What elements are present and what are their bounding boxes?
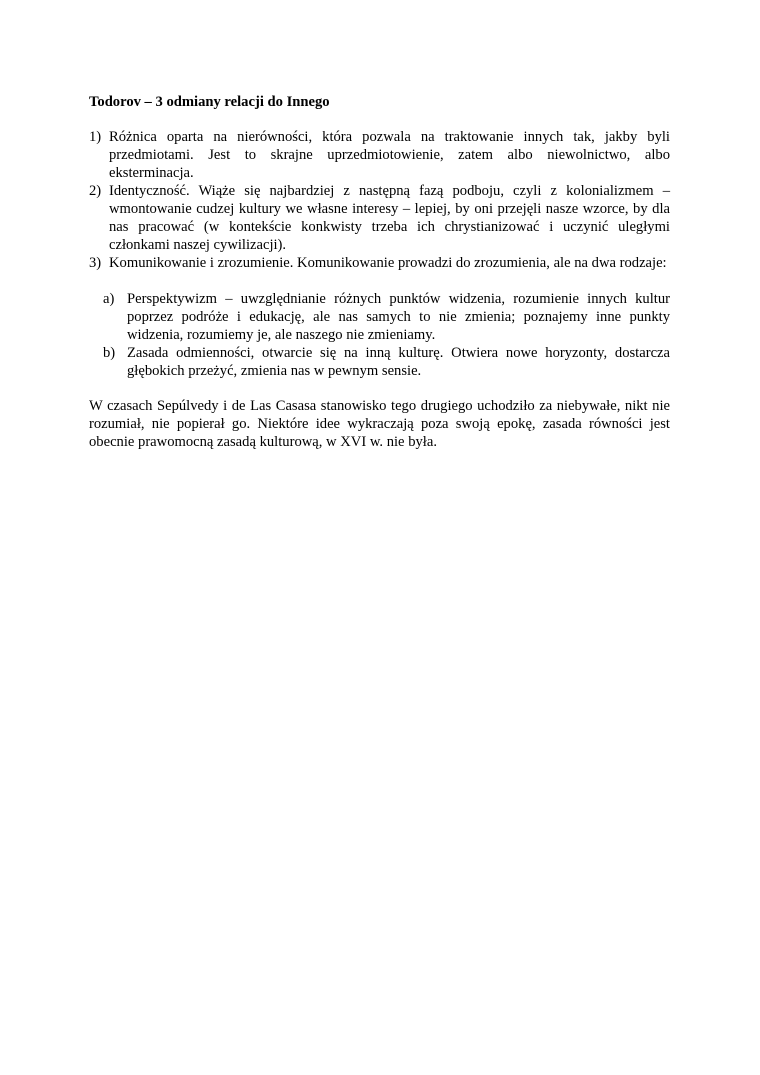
list-item-text: Identyczność. Wiąże się najbardziej z następną fazą podboju, czyli z kolonializmem – wmontowanie cudzej kultury we własne interesy – lepiej, by oni przejęli nasze wzorce, by dla nas pracować (w kontekście konkwisty trzeba ich chrystianizować i uczynić uległymi członkami naszej cywilizacji). <box>109 183 670 253</box>
list-item <box>89 254 670 272</box>
list-item-text: Komunikowanie i zrozumienie. Komunikowanie prowadzi do zrozumienia, ale na dwa rodzaje: <box>109 255 667 271</box>
document-body <box>89 93 670 451</box>
sub-list-item-text: Zasada odmienności, otwarcie się na inną kulturę. Otwiera nowe horyzonty, dostarcza głębokich przeżyć, zmienia nas w pewnym sensie. <box>127 345 670 379</box>
list-item-marker: 1) <box>89 129 102 145</box>
sub-list-item <box>89 344 670 380</box>
list-item <box>89 128 670 182</box>
sub-list-item-marker: b) <box>103 345 116 361</box>
sub-list-item-text: Perspektywizm – uwzględnianie różnych punktów widzenia, rozumienie innych kultur poprzez podróże i edukację, ale nas samych to nie zmienia; poznajemy inne punkty widzenia, rozumiemy je, ale naszego nie zmieniamy. <box>127 291 670 343</box>
list-item-marker: 2) <box>89 183 102 199</box>
list-item-marker: 3) <box>89 255 102 271</box>
sub-list-item <box>89 290 670 344</box>
closing-paragraph: W czasach Sepúlvedy i de Las Casasa stanowisko tego drugiego uchodziło za niebywałe, nikt nie rozumiał, nie popierał go. Niektóre idee wykraczają poza swoją epokę, zasada równości jest obecnie prawomocną zasadą kulturową, w XVI w. nie była. <box>89 398 670 450</box>
list-item-text: Różnica oparta na nierówności, która pozwala na traktowanie innych tak, jakby byli przedmiotami. Jest to skrajne uprzedmiotowienie, zatem albo niewolnictwo, albo eksterminacja. <box>109 129 670 181</box>
sub-list-item-marker: a) <box>103 291 115 307</box>
numbered-list <box>89 128 670 272</box>
sub-list <box>89 290 670 380</box>
document-title: Todorov – 3 odmiany relacji do Innego <box>89 94 330 110</box>
list-item <box>89 182 670 254</box>
